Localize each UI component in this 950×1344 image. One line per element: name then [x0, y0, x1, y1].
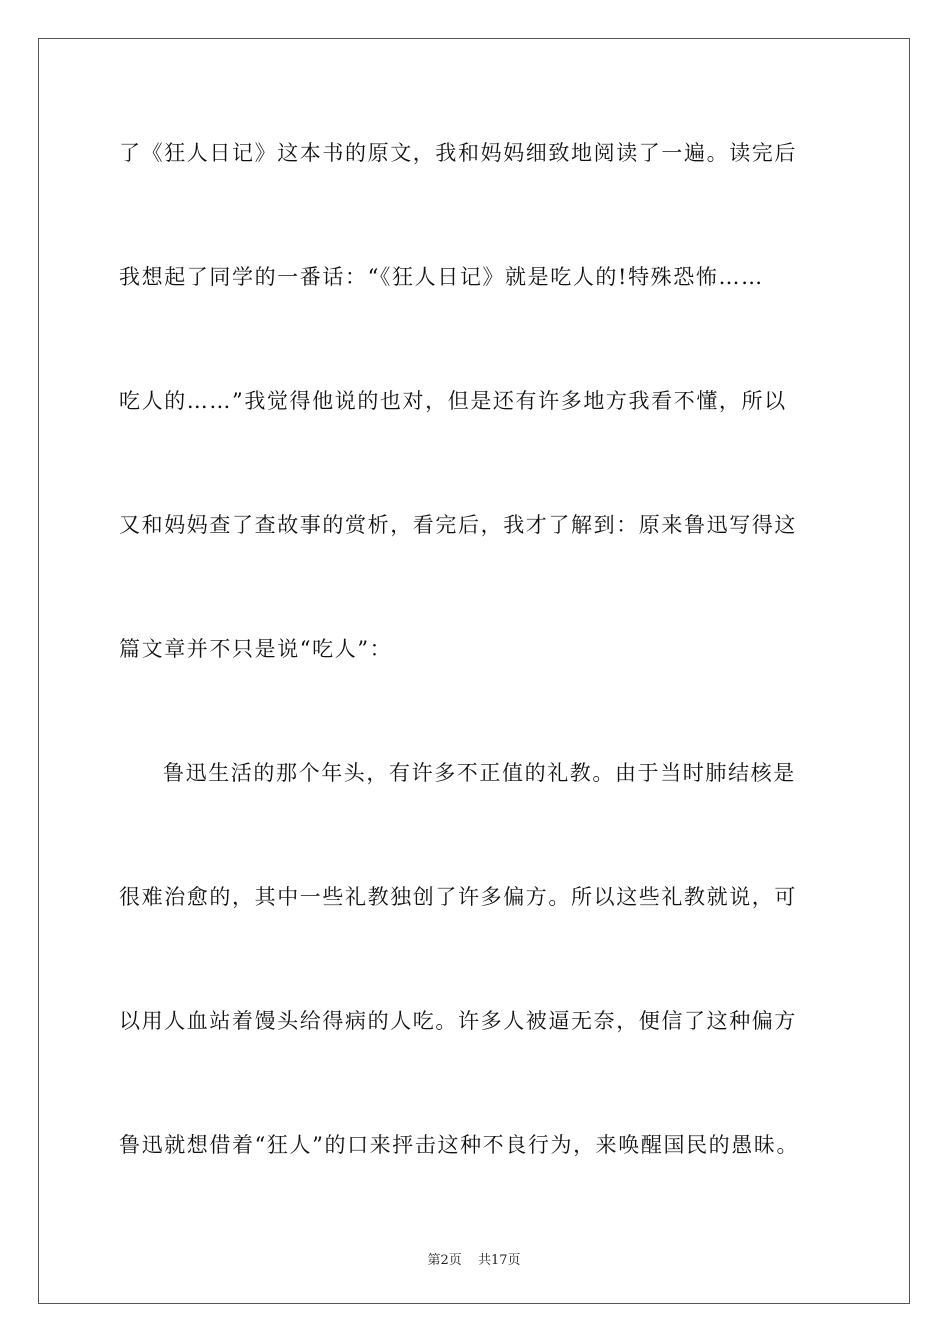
text-line-6: 鲁迅生活的那个年头，有许多不正值的礼教。由于当时肺结核是: [163, 761, 796, 785]
text-line-8: 以用人血站着馒头给得病的人吃。许多人被逼无奈，便信了这种偏方: [119, 1009, 797, 1033]
text-line-9: 鲁迅就想借着“狂人”的口来抨击这种不良行为，来唤醒国民的愚昧。: [119, 1133, 800, 1157]
text-line-2: 我想起了同学的一番话：“《狂人日记》就是吃人的!特殊恐怖……: [119, 265, 764, 289]
text-line-7: 很难治愈的，其中一些礼教独创了许多偏方。所以这些礼教就说，可: [119, 885, 797, 909]
text-line-1: 了《狂人日记》这本书的原文，我和妈妈细致地阅读了一遍。读完后: [119, 141, 797, 165]
text-line-4: 又和妈妈查了查故事的赏析，看完后，我才了解到：原来鲁迅写得这: [119, 513, 797, 537]
page-frame: [38, 38, 910, 1304]
text-line-5: 篇文章并不只是说“吃人”：: [119, 637, 393, 661]
page-number: 第2页: [427, 1253, 462, 1268]
page-footer: [39, 1249, 909, 1268]
text-line-3: 吃人的……”我觉得他说的也对，但是还有许多地方我看不懂，所以: [119, 389, 787, 413]
page-total: 共17页: [477, 1253, 521, 1268]
